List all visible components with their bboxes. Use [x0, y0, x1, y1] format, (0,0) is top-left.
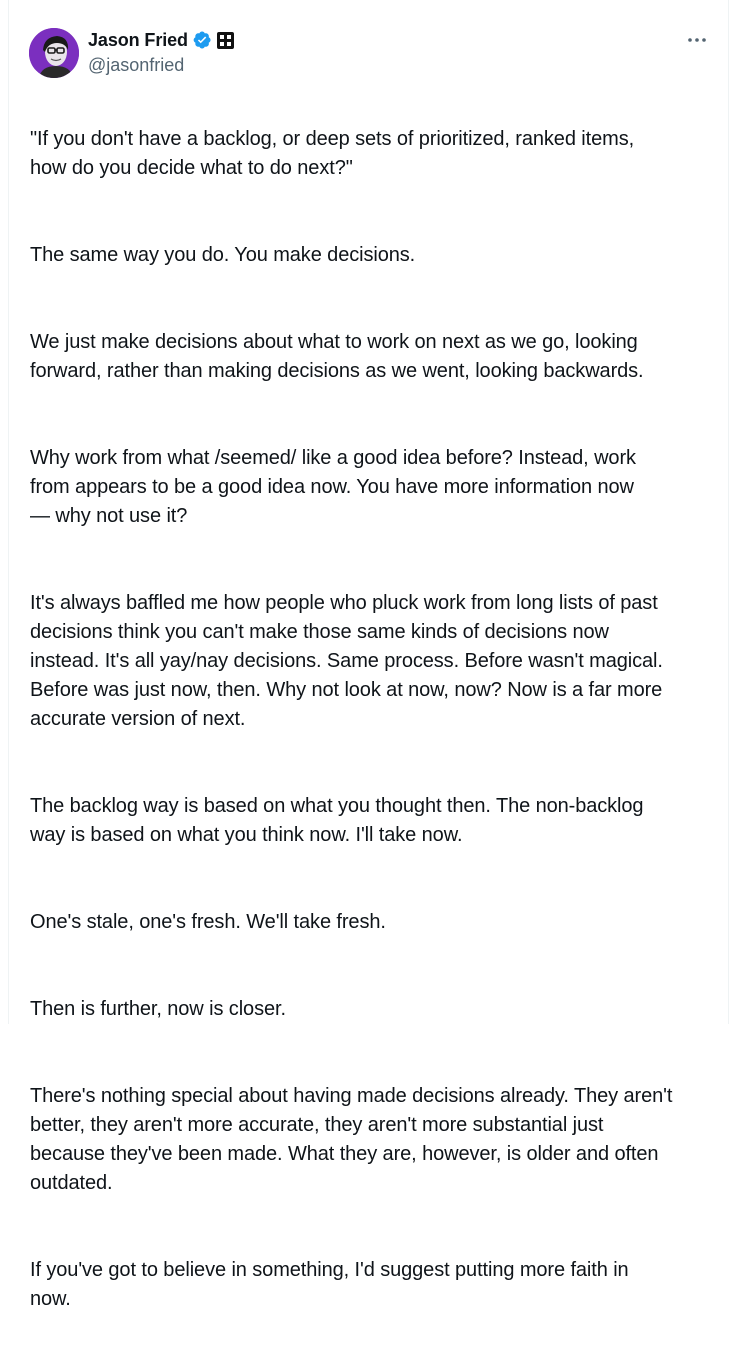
- tweet-paragraph: It's always baffled me how people who pluck work from long lists of past decisions think you can't make those same kinds of decisions now instead. It's all yay/nay decisions. Same process. Before wasn't magical. Before was just now, then. Why not look at now, now? Now is a far more accurate version of next.: [30, 592, 663, 730]
- tweet-text: [30, 96, 720, 1372]
- user-handle[interactable]: @jasonfried: [88, 55, 185, 75]
- avatar-photo-icon: [29, 28, 79, 78]
- tweet-header: [29, 28, 712, 80]
- tweet-paragraph: The backlog way is based on what you thought then. The non-backlog way is based on what you think now. I'll take now.: [30, 795, 644, 846]
- tweet-paragraph: Why work from what /seemed/ like a good idea before? Instead, work from appears to be a good idea now. You have more information now — why not use it?: [30, 447, 636, 527]
- 37signals-logo-icon[interactable]: [217, 32, 234, 49]
- tweet-card: [8, 0, 729, 1310]
- verified-badge-icon[interactable]: [192, 30, 212, 50]
- tweet-paragraph: The same way you do. You make decisions.: [30, 244, 416, 266]
- author-block: [88, 28, 234, 77]
- tweet-paragraph: "If you don't have a backlog, or deep sets of prioritized, ranked items, how do you decide what to do next?": [30, 128, 635, 179]
- tweet-paragraph: We just make decisions about what to work on next as we go, looking forward, rather than making decisions as we went, looking backwards.: [30, 331, 644, 382]
- avatar[interactable]: [29, 28, 79, 78]
- tweet-paragraph: One's stale, one's fresh. We'll take fresh.: [30, 911, 386, 933]
- display-name[interactable]: Jason Fried: [88, 30, 188, 50]
- tweet-paragraph: If you've got to believe in something, I'd suggest putting more faith in now.: [30, 1259, 629, 1310]
- tweet-paragraph: Then is further, now is closer.: [30, 998, 286, 1020]
- tweet-paragraph: There's nothing special about having made decisions already. They aren't better, they aren't more accurate, they aren't more substantial just because they've been made. What they are, however, is older and often outdated.: [30, 1085, 673, 1194]
- more-options-icon[interactable]: [686, 32, 708, 48]
- name-row: [88, 28, 234, 52]
